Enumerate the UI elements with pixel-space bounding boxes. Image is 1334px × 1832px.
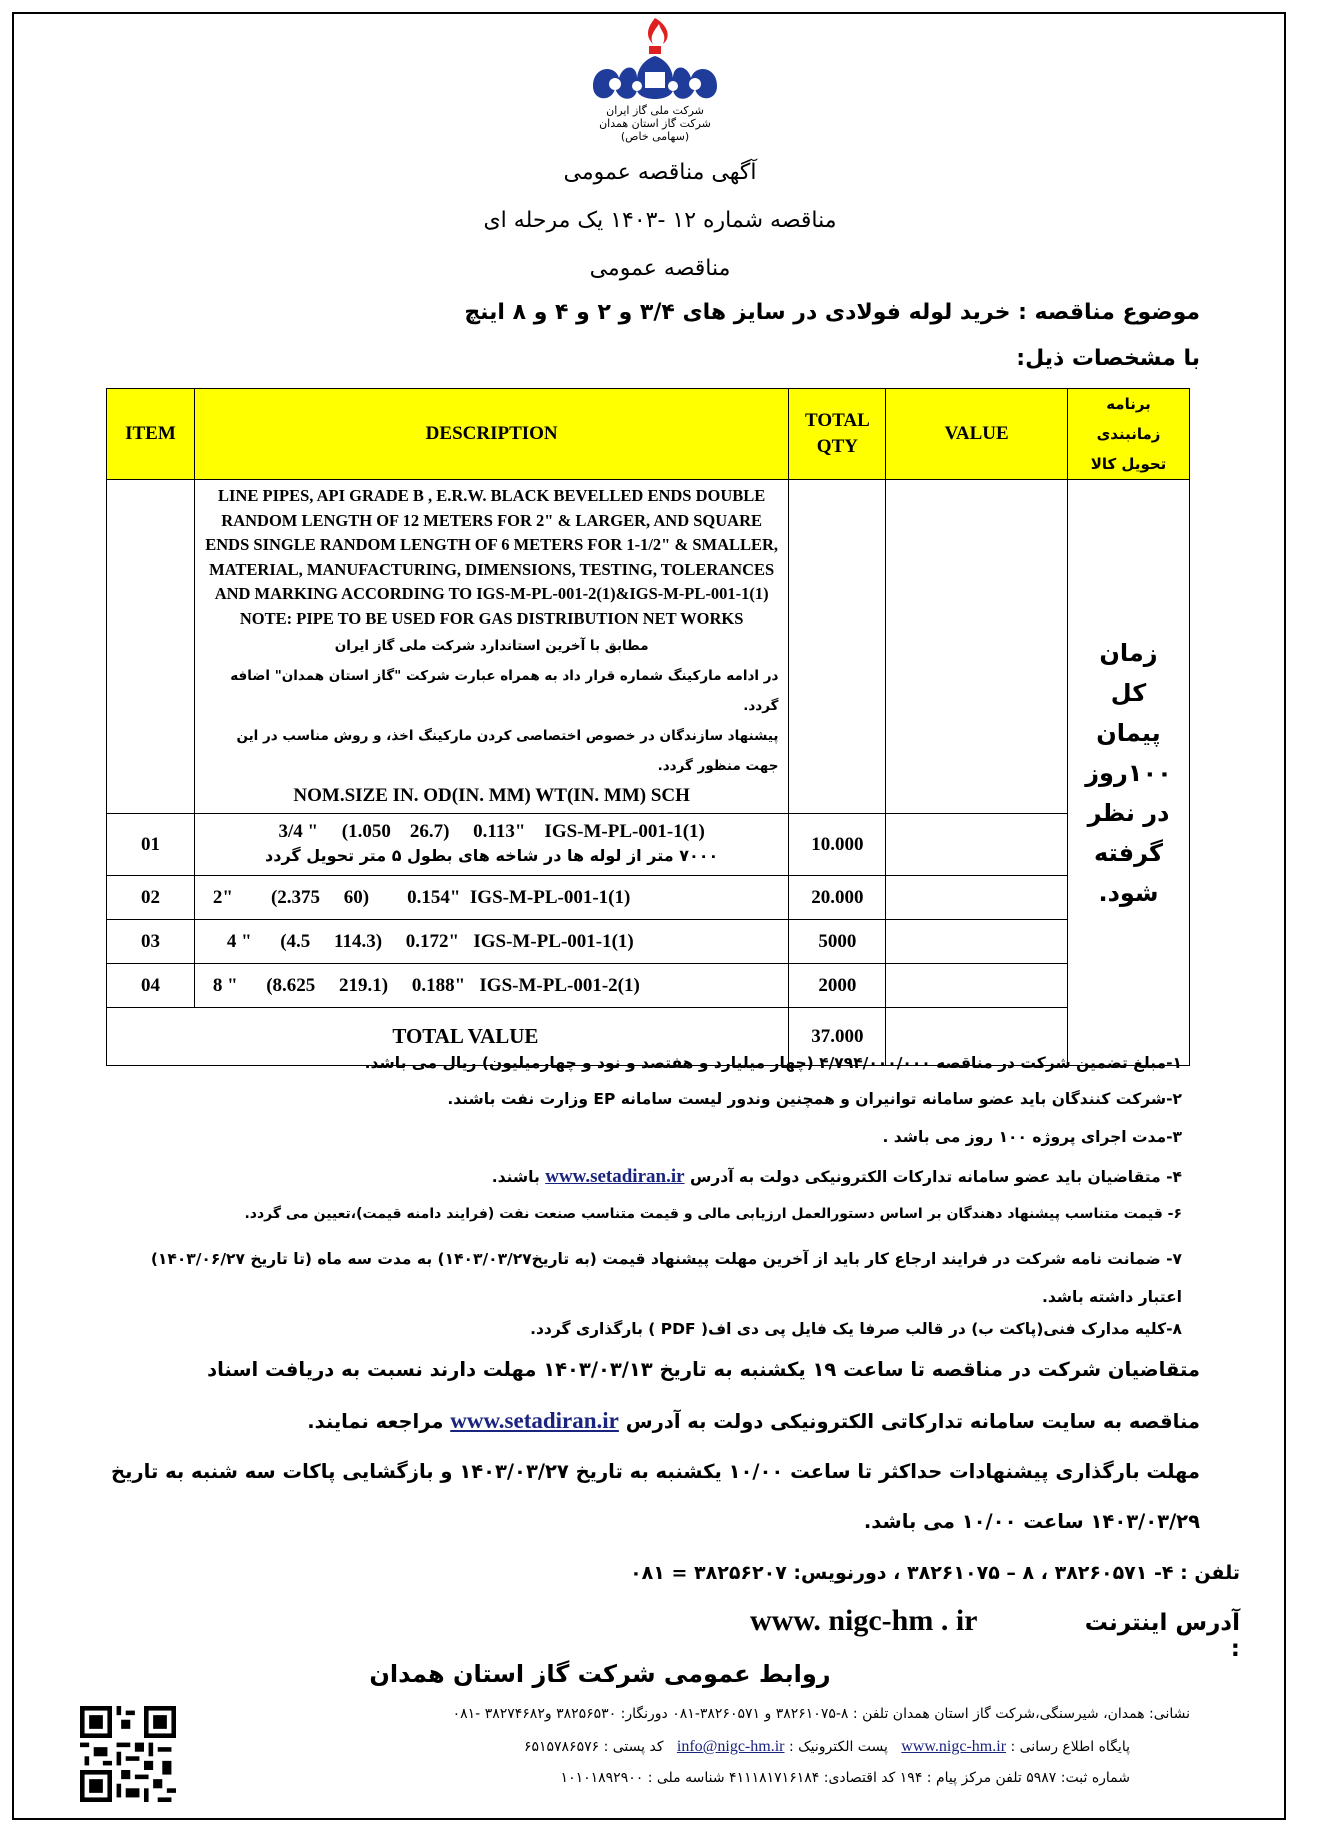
description-en: LINE PIPES, API GRADE B , E.R.W. BLACK BEVELLED ENDS DOUBLE RANDOM LENGTH OF 12 METERS FOR 2" & LARGER, AND SQUARE ENDS SINGLE RANDOM LENGTH OF 6 METERS FOR 1-1/2" & SMALLER, MATERIAL, MANUFACTURING, DIMENSIONS, TESTING, TOLERANCES AND MARKING ACCORDING TO IGS-M-PL-001-2(1)&IGS-M-PL-001-1(1) NOTE: PIPE TO BE USED FOR GAS DISTRIBUTION NET WORKS: [205, 486, 779, 628]
item-description: 8 " (8.625 219.1) 0.188" IGS-M-PL-001-2(1): [194, 964, 789, 1008]
item-value: [886, 814, 1068, 876]
header-total-qty: TOTAL QTY: [789, 389, 886, 480]
description-row: [107, 480, 1190, 814]
note-2: ۲-شرکت کنندگان باید عضو سامانه توانیران و همچنین وندور لیست سامانه EP وزارت نفت باشند.: [447, 1090, 1182, 1108]
item-value: [886, 964, 1068, 1008]
header-item: ITEM: [107, 389, 195, 480]
item-qty: 10.000: [789, 814, 886, 876]
logo-line2: شرکت گاز استان همدان: [599, 117, 711, 130]
note-4: ۴- متقاضیان باید عضو سامانه تدارکات الکترونیکی دولت به آدرس www.setadiran.ir باشند.: [491, 1166, 1182, 1187]
note-3: ۳-مدت اجرای پروژه ۱۰۰ روز می باشد .: [882, 1128, 1182, 1146]
header-value: VALUE: [886, 389, 1068, 480]
setadiran-link-2[interactable]: www.setadiran.ir: [450, 1408, 619, 1433]
email-link[interactable]: info@nigc-hm.ir: [676, 1738, 785, 1755]
footer-registration: شماره ثبت: ۵۹۸۷ تلفن مرکز پیام : ۱۹۴ کد اقتصادی: ۴۱۱۱۸۱۷۱۶۱۸۴ شناسه ملی : ۱۰۱۰۱۸۹۲۹۰۰: [560, 1770, 1130, 1786]
item-value: [886, 876, 1068, 920]
deadline-line-3: مهلت بارگذاری پیشنهادات حداکثر تا ساعت ۱۰/۰۰ یکشنبه به تاریخ ۱۴۰۳/۰۳/۲۷ و بازگشایی پاکات سه شنبه به تاریخ: [111, 1460, 1200, 1483]
table-row: [107, 814, 1190, 876]
description-cell: [194, 480, 789, 814]
table-row: [107, 920, 1190, 964]
total-qty: 37.000: [789, 1008, 886, 1066]
flame-logo-icon: [575, 16, 735, 104]
item-number: 03: [107, 920, 195, 964]
item-note: ۷۰۰۰ متر از لوله ها در شاخه های بطول ۵ متر تحویل گردد: [265, 845, 719, 865]
contact-phone: تلفن : ۴- ۳۸۲۶۰۵۷۱ ، ۸ – ۳۸۲۶۱۰۷۵ ، دورنویس: ۳۸۲۵۶۲۰۷ = ۰۸۱: [630, 1562, 1240, 1584]
note-7: ۷- ضمانت نامه شرکت در فرایند ارجاع کار باید از آخرین مهلت پیشنهاد قیمت (به تاریخ۱۴۰۳/۰۳/۲۷) به مدت سه ماه (تا تاریخ ۱۴۰۳/۰۶/۲۷) اعتبار داشته باشد.: [150, 1250, 1182, 1306]
item-number: 01: [107, 814, 195, 876]
tender-number: مناقصه شماره ۱۲ -۱۴۰۳ یک مرحله ای: [483, 208, 837, 233]
deadline-line-2: مناقصه به سایت سامانه تداركاتی الكترونیكی دولت به آدرس www.setadiran.ir مراجعه نمایند.: [307, 1408, 1200, 1433]
company-logo: [560, 16, 750, 156]
table-header-row: [107, 389, 1190, 480]
qr-code-icon: [80, 1706, 176, 1802]
web-address[interactable]: www. nigc-hm . ir: [750, 1604, 978, 1637]
note-8: ۸-کلیه مدارک فنی(پاکت ب) در قالب صرفا یک فایل پی دی اف( PDF ) بارگذاری گردد.: [530, 1320, 1182, 1338]
web-label: آدرس اینترنت :: [1084, 1610, 1240, 1662]
size-column-header: NOM.SIZE IN. OD(IN. MM) WT(IN. MM) SCH: [293, 785, 690, 806]
item-number: 02: [107, 876, 195, 920]
page-title: آگهی مناقصه عمومی: [563, 160, 757, 185]
item-qty: 2000: [789, 964, 886, 1008]
header-schedule: برنامه زمانبندی تحویل کالا: [1068, 389, 1190, 480]
deadline-line-4: ۱۴۰۳/۰۳/۲۹ ساعت ۱۰/۰۰ می باشد.: [863, 1510, 1200, 1533]
note-1: ۱-مبلغ تضمین شرکت در مناقصه ۴/۷۹۴/۰۰۰/۰۰۰ (چهار میلیارد و هفتصد و نود و چهارمیلیون) ریال می باشد.: [364, 1054, 1182, 1072]
schedule-text: زمان کل پیمان ۱۰۰روز در نظر گرفته شود.: [1085, 638, 1172, 907]
item-qty: 5000: [789, 920, 886, 964]
logo-line1: شرکت ملی گاز ایران: [606, 104, 704, 117]
total-label: TOTAL VALUE: [107, 1008, 789, 1066]
tender-subject: موضوع مناقصه : خرید لوله فولادی در سایز های ۳/۴ و ۲ و ۴ و ۸ اینچ: [464, 300, 1200, 325]
item-qty: 20.000: [789, 876, 886, 920]
setadiran-link[interactable]: www.setadiran.ir: [545, 1166, 685, 1187]
spec-table: [106, 388, 1190, 1066]
footer-address: نشانی: همدان، شیرسنگی،شرکت گاز استان همدان تلفن : ۸-۳۸۲۶۱۰۷۵ و ۳۸۲۶۰۵۷۱-۰۸۱ دورنگار: ۳۸۲۵۶۵۳۰ و۳۸۲۷۴۶۸۲ -۰۸۱: [452, 1706, 1190, 1722]
item-description: 3/4 " (1.050 26.7) 0.113" IGS-M-PL-001-1(1) ۷۰۰۰ متر از لوله ها در شاخه های بطول ۵ متر تحویل گردد: [194, 814, 789, 876]
item-description: 2" (2.375 60) 0.154" IGS-M-PL-001-1(1): [194, 876, 789, 920]
footer-dept: روابط عمومی شرکت گاز استان همدان: [369, 1660, 831, 1688]
description-fa-2: در ادامه مارکینگ شماره قرار داد به همراه عبارت شرکت "گاز استان همدان" اضافه گردد.: [230, 668, 779, 714]
schedule-cell: [1068, 480, 1190, 1066]
item-value: [886, 920, 1068, 964]
table-row: [107, 964, 1190, 1008]
note-6: ۶- قیمت متناسب پیشنهاد دهندگان بر اساس دستورالعمل ارزیابی مالی و قیمت متناسب صنعت نفت (فرایند دامنه قیمت)،تعیین می گردد.: [244, 1206, 1182, 1222]
item-number: 04: [107, 964, 195, 1008]
table-row: [107, 876, 1190, 920]
footer-contacts: پایگاه اطلاع رسانی : www.nigc-hm.ir پست الکترونیک : info@nigc-hm.ir کد پستی : ۶۵۱۵۷۸۶۵۷۶: [523, 1738, 1130, 1755]
description-fa-1: مطابق با آخرین استاندارد شرکت ملی گاز ایران: [334, 638, 649, 654]
spec-intro: با مشخصات ذیل:: [1016, 346, 1200, 371]
tender-type: مناقصه عمومی: [589, 256, 731, 281]
item-description: 4 " (4.5 114.3) 0.172" IGS-M-PL-001-1(1): [194, 920, 789, 964]
deadline-line-1: متقاضیان شرکت در مناقصه تا ساعت ۱۹ یکشنبه به تاریخ ۱۴۰۳/۰۳/۱۳ مهلت دارند نسبت به دریافت اسناد: [207, 1358, 1200, 1381]
description-fa-3: پیشنهاد سازندگان در خصوص اختصاصی کردن مارکینگ اخذ، و روش مناسب در این جهت منظور گردد.: [236, 728, 779, 774]
header-description: DESCRIPTION: [194, 389, 789, 480]
logo-line3: (سهامی خاص): [620, 130, 690, 143]
portal-link[interactable]: www.nigc-hm.ir: [901, 1738, 1007, 1755]
